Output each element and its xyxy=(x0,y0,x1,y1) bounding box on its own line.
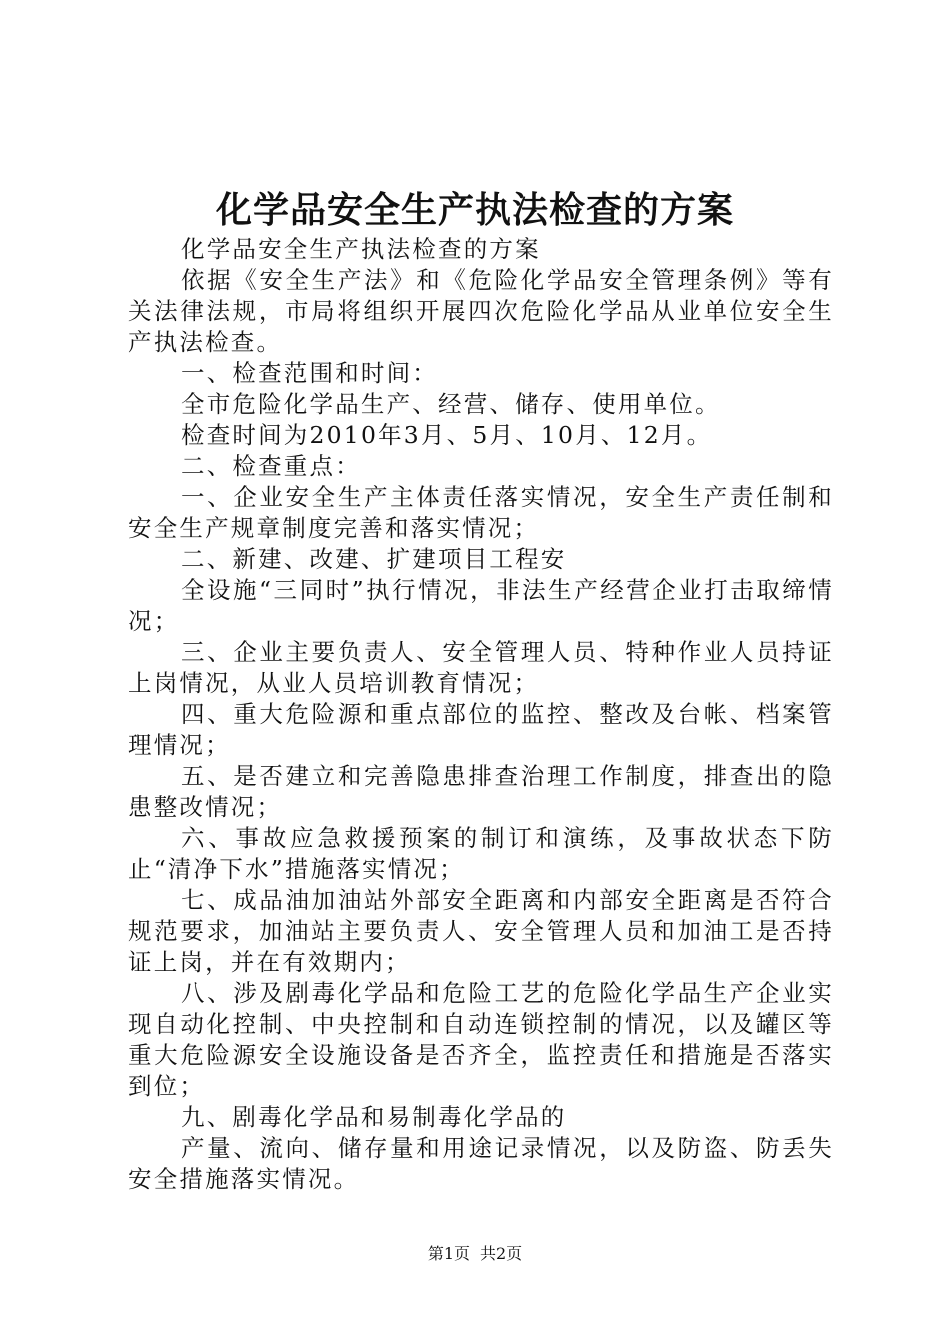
page-total: 共2页 xyxy=(480,1244,523,1263)
focus-item-7: 七、成品油加油站外部安全距离和内部安全距离是否符合规范要求，加油站主要负责人、安全管理人员和加油工是否持证上岗，并在有效期内； xyxy=(128,886,834,976)
paragraph-subtitle: 化学品安全生产执法检查的方案 xyxy=(181,235,541,263)
focus-item-8: 八、涉及剧毒化学品和危险工艺的危险化学品生产企业实现自动化控制、中央控制和自动连锁控制的情况，以及罐区等重大危险源安全设施设备是否齐全，监控责任和措施是否落实到位； xyxy=(128,979,834,1100)
section-heading-scope: 一、检查范围和时间： xyxy=(181,359,438,387)
focus-item-1: 一、企业安全生产主体责任落实情况，安全生产责任制和安全生产规章制度完善和落实情况； xyxy=(128,483,834,542)
focus-item-9-cont: 产量、流向、储存量和用途记录情况，以及防盗、防丢失安全措施落实情况。 xyxy=(128,1134,834,1193)
focus-item-2-cont: 全设施“三同时”执行情况，非法生产经营企业打击取缔情况； xyxy=(128,576,834,635)
section-heading-focus: 二、检查重点： xyxy=(181,452,361,480)
focus-item-6: 六、事故应急救援预案的制订和演练，及事故状态下防止“清净下水”措施落实情况； xyxy=(128,824,834,883)
document-body xyxy=(128,234,834,1195)
document-title: 化学品安全生产执法检查的方案 xyxy=(215,189,734,231)
focus-item-4: 四、重大危险源和重点部位的监控、整改及台帐、档案管理情况； xyxy=(128,700,834,759)
focus-item-5: 五、是否建立和完善隐患排查治理工作制度，排查出的隐患整改情况； xyxy=(128,762,834,821)
paragraph-schedule: 检查时间为2010年3月、5月、10月、12月。 xyxy=(181,421,713,449)
paragraph-intro: 依据《安全生产法》和《危险化学品安全管理条例》等有关法律法规，市局将组织开展四次危险化学品从业单位安全生产执法检查。 xyxy=(128,266,834,356)
paragraph-scope: 全市危险化学品生产、经营、储存、使用单位。 xyxy=(181,390,721,418)
page-number: 第1页 xyxy=(427,1244,470,1263)
page-footer xyxy=(0,1243,950,1265)
focus-item-9-start: 九、剧毒化学品和易制毒化学品的 xyxy=(181,1103,567,1131)
focus-item-3: 三、企业主要负责人、安全管理人员、特种作业人员持证上岗情况，从业人员培训教育情况； xyxy=(128,638,834,697)
focus-item-2-start: 二、新建、改建、扩建项目工程安 xyxy=(181,545,567,573)
